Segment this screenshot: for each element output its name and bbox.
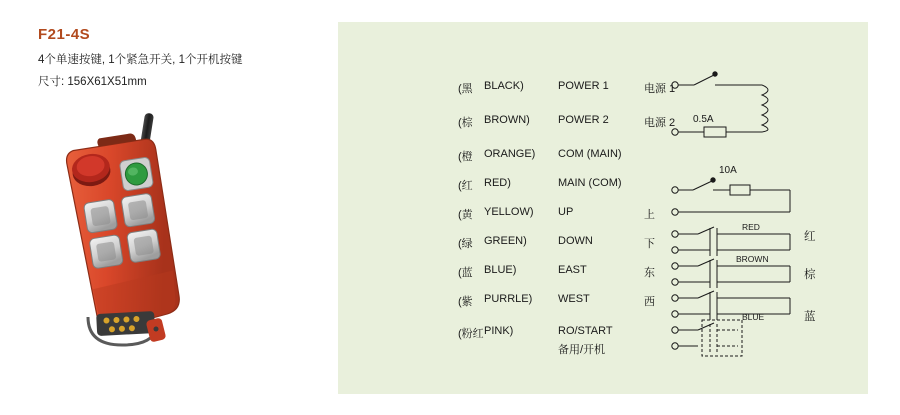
table-row-sub — [458, 341, 686, 357]
wire-function-cn-secondary: 备用/开机 — [558, 344, 606, 356]
right-label-blue: 蓝 — [804, 311, 816, 323]
table-row — [458, 264, 686, 280]
wire-color-cn: (黑 — [458, 83, 473, 95]
wire-function: RO/START — [558, 325, 613, 337]
wire-function: MAIN (COM) — [558, 177, 622, 189]
wire-color-en: BLACK) — [484, 80, 524, 92]
contact-label-blue: BLUE — [742, 312, 765, 322]
table-row — [458, 206, 686, 222]
wire-color-cn: (粉红 — [458, 328, 484, 340]
product-dimensions: 尺寸: 156X61X51mm — [38, 76, 147, 89]
wire-color-cn: (黄 — [458, 209, 473, 221]
wire-color-cn: (红 — [458, 180, 473, 192]
wire-color-en: PINK) — [484, 325, 514, 337]
wire-color-en: ORANGE) — [484, 148, 536, 160]
wire-color-en: BLUE) — [484, 264, 517, 276]
wire-function-cn: 上 — [644, 209, 655, 221]
product-description: 4个单速按键, 1个紧急开关, 1个开机按键 — [38, 54, 243, 66]
right-label-red: 红 — [804, 231, 816, 243]
wire-function-cn: 下 — [644, 238, 655, 250]
wiring-diagram-panel — [338, 22, 868, 394]
wire-function-cn — [644, 325, 686, 341]
wire-function-cn — [644, 148, 686, 164]
wire-legend-table — [458, 80, 686, 357]
wire-function-cn: 西 — [644, 296, 655, 308]
wire-color-en: GREEN) — [484, 235, 527, 247]
table-row — [458, 177, 686, 193]
table-row — [458, 293, 686, 309]
table-row — [458, 325, 686, 341]
table-row — [458, 235, 686, 251]
wire-function-cn: 东 — [644, 267, 655, 279]
table-row — [458, 114, 686, 130]
page-title: F21-4S — [38, 26, 91, 43]
wire-color-cn: (紫 — [458, 296, 473, 308]
wire-function: COM (MAIN) — [558, 148, 622, 160]
wire-color-en: RED) — [484, 177, 511, 189]
wire-color-cn: (绿 — [458, 238, 473, 250]
wire-function-cn — [644, 177, 686, 193]
wire-color-cn: (橙 — [458, 151, 473, 163]
wire-function: WEST — [558, 293, 590, 305]
wire-color-en: BROWN) — [484, 114, 530, 126]
wire-function: UP — [558, 206, 574, 218]
wire-function: POWER 1 — [558, 80, 609, 92]
product-info — [38, 26, 328, 90]
wire-function-cn: 电源 2 — [644, 117, 676, 129]
wire-function: DOWN — [558, 235, 593, 247]
wire-function: EAST — [558, 264, 587, 276]
wire-color-en: PURRLE) — [484, 293, 533, 305]
contact-label-brown: BROWN — [736, 254, 769, 264]
table-row — [458, 80, 686, 96]
fuse-small-label: 0.5A — [693, 114, 714, 125]
fuse-large-label: 10A — [719, 165, 737, 176]
remote-control-image — [30, 105, 260, 355]
wire-color-cn: (棕 — [458, 117, 473, 129]
contact-label-red: RED — [742, 222, 760, 232]
wire-color-cn: (蓝 — [458, 267, 473, 279]
wire-function: POWER 2 — [558, 114, 609, 126]
right-label-brown: 棕 — [804, 269, 816, 281]
wire-function-cn: 电源 1 — [644, 83, 676, 95]
wire-color-en: YELLOW) — [484, 206, 534, 218]
table-row — [458, 148, 686, 164]
remote-illustration — [30, 105, 260, 355]
